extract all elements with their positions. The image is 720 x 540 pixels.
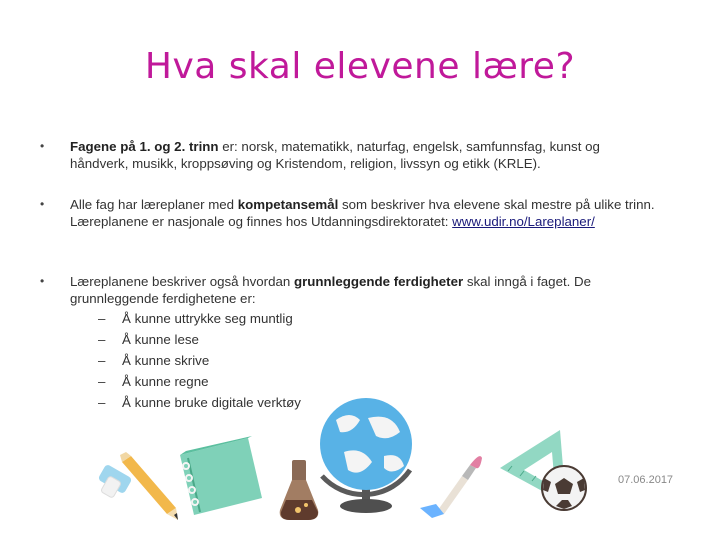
bullet-marker: •: [40, 197, 45, 211]
skills-pre: Læreplanene beskriver også hvordan: [70, 274, 294, 289]
slide-date: 07.06.2017: [618, 474, 674, 486]
curriculum-post: som beskriver hva elevene skal mestre på ulike trinn. Læreplanene er nasjonale og finnes hos Utdanningsdirektoratet:: [70, 197, 655, 229]
bullet-marker: •: [40, 139, 45, 153]
curriculum-pre: Alle fag har læreplaner med: [70, 197, 238, 212]
paint-brush-icon: [420, 456, 482, 518]
bullet-marker: •: [40, 274, 45, 288]
dash-marker: –: [98, 332, 106, 347]
skills-post: skal inngå i faget. De grunnleggende ferdighetene er:: [70, 274, 592, 306]
competence-goals: kompetansemål: [237, 197, 339, 212]
slide-title: Hva skal elevene lære?: [144, 46, 576, 87]
skill-item: – Å kunne skrive: [98, 350, 660, 371]
soccer-ball-icon: [542, 466, 586, 510]
dash-marker: –: [98, 311, 106, 326]
subjects-lead: Fagene på 1. og 2. trinn: [70, 139, 219, 154]
eraser-icon: [98, 464, 133, 499]
skill-item: – Å kunne regne: [98, 371, 660, 392]
dash-marker: –: [98, 395, 106, 410]
notebook-icon: [180, 436, 262, 515]
skill-item: – Å kunne bruke digitale verktøy: [98, 392, 660, 413]
skill-item: – Å kunne uttrykke seg muntlig: [98, 308, 660, 329]
pencil-icon: [120, 452, 178, 520]
basic-skills: grunnleggende ferdigheter: [293, 274, 464, 289]
subjects-list: er: norsk, matematikk, naturfag, engelsk, samfunnsfag, kunst og håndverk, musikk, kroppsøving og Kristendom, religion, livssyn og etikk (KRLE).: [70, 139, 600, 171]
dash-marker: –: [98, 353, 106, 368]
skill-item: – Å kunne lese: [98, 329, 660, 350]
dash-marker: –: [98, 374, 106, 389]
globe-icon: [320, 398, 412, 513]
flask-icon: [280, 460, 319, 520]
udir-link[interactable]: www.udir.no/Lareplaner/: [452, 214, 595, 229]
